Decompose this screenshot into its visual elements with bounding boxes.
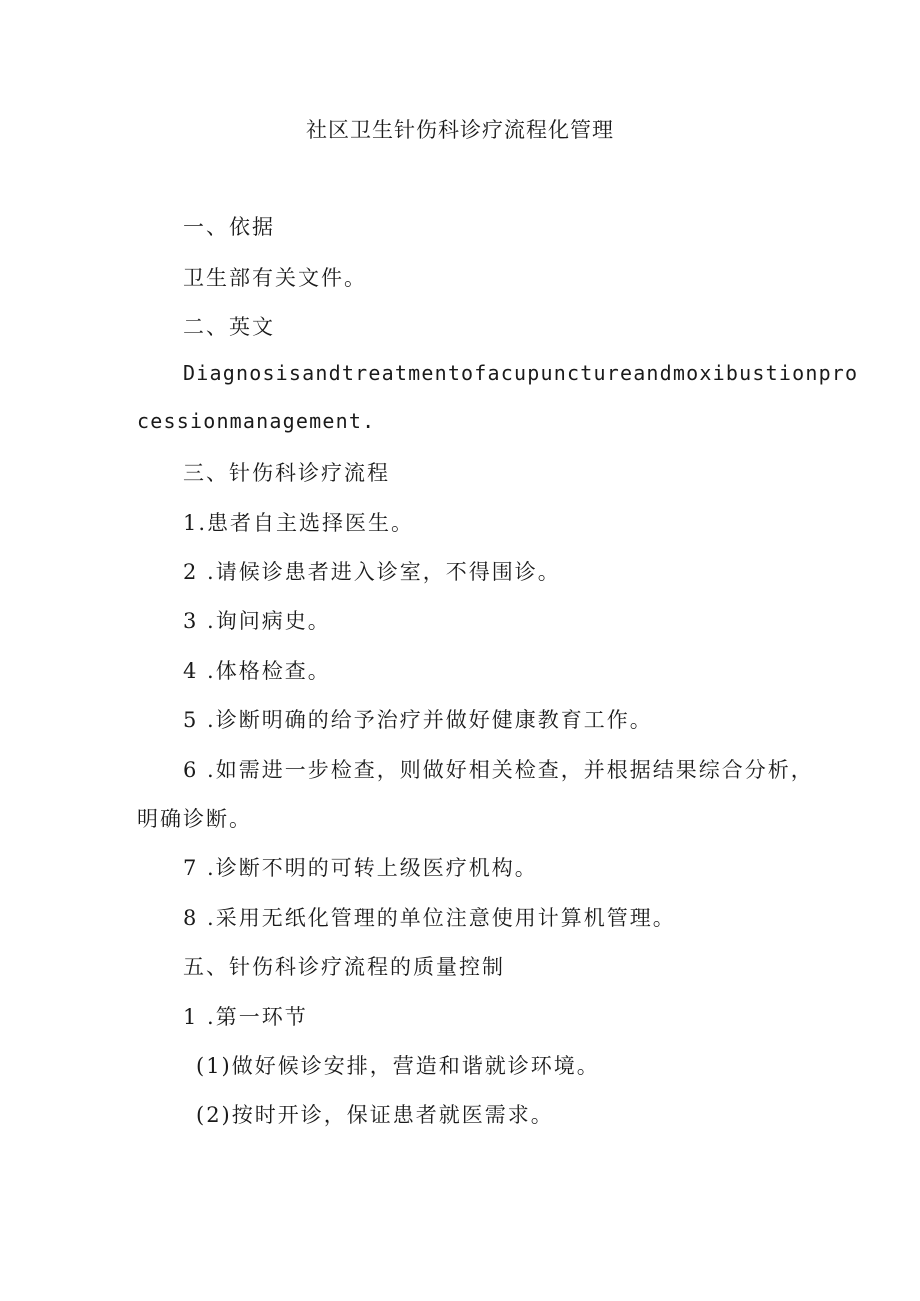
basis-text: 卫生部有关文件。 [183,266,367,290]
process-step: 7 .诊断不明的可转上级医疗机构。 [183,856,538,880]
document-title: 社区卫生针伤科诊疗流程化管理 [306,118,614,142]
qc-item: (2)按时开诊，保证患者就医需求。 [196,1103,554,1127]
english-text-line-1: Diagnosisandtreatmentofacupunctureandmoxibustionpro [183,361,859,385]
section-heading-basis: 一、依据 [183,215,275,239]
qc-item: (1)做好候诊安排，营造和谐就诊环境。 [196,1054,600,1078]
section-heading-process: 三、针伤科诊疗流程 [183,461,390,485]
process-step: 3 .询问病史。 [183,609,331,633]
process-step: 6 .如需进一步检查，则做好相关检查，并根据结果综合分析， [183,758,814,782]
process-step: 8 .采用无纸化管理的单位注意使用计算机管理。 [183,906,676,930]
process-step: 5 .诊断明确的给予治疗并做好健康教育工作。 [183,708,653,732]
section-heading-quality-control: 五、针伤科诊疗流程的质量控制 [183,955,505,979]
english-text-line-2: cessionmanagement. [137,409,376,433]
qc-step-heading: 1 .第一环节 [183,1005,308,1029]
process-step-continuation: 明确诊断。 [137,807,252,831]
section-heading-english: 二、英文 [183,315,275,339]
process-step: 4 .体格检查。 [183,659,331,683]
process-step: 2 .请候诊患者进入诊室，不得围诊。 [183,560,561,584]
process-step: 1.患者自主选择医生。 [183,511,415,535]
